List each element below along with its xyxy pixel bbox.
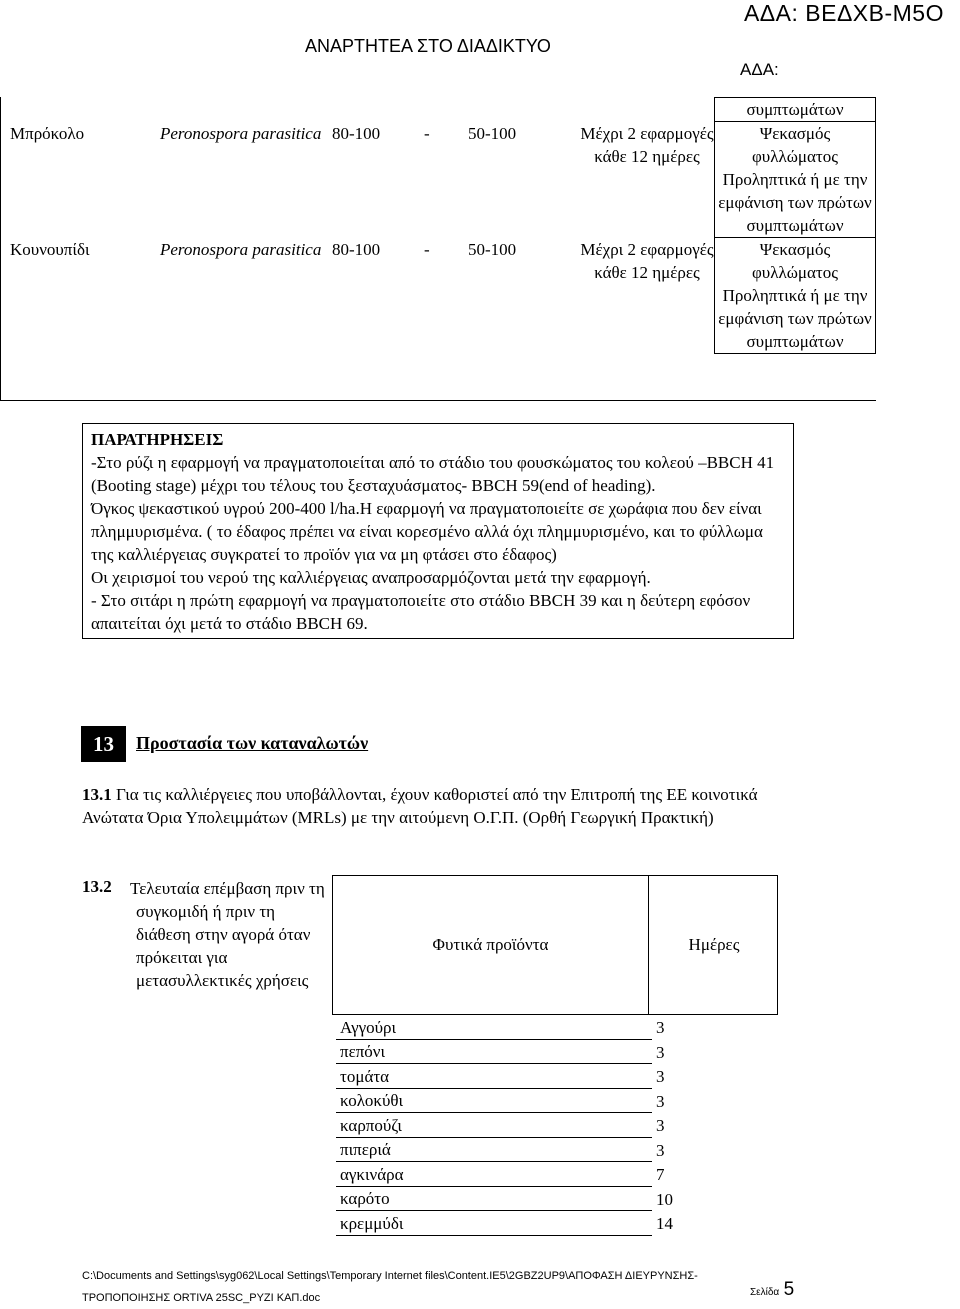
- dose-volume: 50-100: [468, 239, 517, 259]
- application-notes: Ψεκασμός φυλλώματος Προληπτικά ή με την εμφάνιση των πρώτων συμπτωμάτων: [715, 122, 876, 238]
- product-days: 3: [656, 1091, 665, 1111]
- product-name: καρότο: [336, 1186, 652, 1211]
- page-number-value: 5: [783, 1279, 795, 1300]
- paragraph-text-first: Τελευταία επέμβαση: [130, 879, 272, 898]
- ada-label: ΑΔΑ:: [740, 60, 779, 79]
- dose-dash: -: [424, 239, 430, 259]
- remarks-volume: Όγκος ψεκαστικού υγρού 200-400 l/ha.Η εφαρμογή να πραγματοποιείτε σε χωράφια που δεν είναι πλημμυρισμένα. ( το έδαφος πρέπει να είναι κορεσμένο αλλά όχι πλημμυρισμένο, και το φύλλωμα της καλλιέργειας συγκρατεί το προϊόν για να μη φτάσει στο έδαφος): [91, 499, 763, 564]
- dose-dash: -: [424, 123, 430, 143]
- dose-volume: 50-100: [468, 123, 517, 143]
- table-row: [336, 1162, 756, 1187]
- crop-table-top-row: [0, 98, 876, 122]
- product-days: 7: [656, 1165, 665, 1184]
- product-name: Αγγούρι: [336, 1015, 652, 1039]
- paragraph-13-2-number: 13.2: [82, 877, 112, 896]
- table-row: [336, 1088, 756, 1113]
- page-header-title: ΑΝΑΡΤΗΤΕΑ ΣΤΟ ΔΙΑΔΙΚΤΥΟ: [305, 36, 551, 56]
- dose-value: 80-100: [332, 123, 381, 143]
- table-row: [336, 1039, 756, 1064]
- paragraph-13-2-text: [130, 877, 326, 992]
- footer-path-line-2: ΤΡΟΠΟΠΟΙΗΣΗΣ ORTIVA 25SC_PYZI ΚΑΠ.doc: [82, 1292, 321, 1304]
- table-row: [336, 1015, 756, 1039]
- applications: Μέχρι 2 εφαρμογές κάθε 12 ημέρες: [580, 123, 714, 166]
- product-name: κολοκύθι: [336, 1088, 652, 1113]
- table-row: [336, 1137, 756, 1162]
- table-row: [336, 1211, 756, 1236]
- paragraph-text-rest: πριν τη συγκομιδή ή πριν τη διάθεση στην αγορά όταν πρόκειται για μετασυλλεκτικές χρήσεις: [136, 879, 325, 990]
- phi-table-rows: [336, 1015, 756, 1236]
- product-name: καρπούζι: [336, 1113, 652, 1138]
- product-days: 14: [656, 1214, 673, 1233]
- product-days: 3: [656, 1116, 665, 1135]
- paragraph-text: Για τις καλλιέργειες που υποβάλλονται, έχουν καθοριστεί από την Επιτροπή της ΕΕ κοινοτικά Ανώτατα Όρια Υπολειμμάτων (MRLs) με την αιτούμενη Ο.Γ.Π. (Ορθή Γεωργική Πρακτική): [82, 785, 758, 827]
- product-days: 3: [656, 1140, 665, 1160]
- remarks-title: ΠΑΡΑΤΗΡΗΣΕΙΣ: [91, 430, 224, 449]
- remarks-wheat: - Στο σιτάρι η πρώτη εφαρμογή να πραγματοποιείτε στο στάδιο BBCH 39 και η δεύτερη εφόσον απαιτείται όχι μετά το στάδιο BBCH 69.: [91, 591, 751, 633]
- product-days: 3: [656, 1042, 665, 1062]
- page-number: [750, 1279, 794, 1301]
- product-name: πιπεριά: [336, 1137, 652, 1162]
- crop-name: Μπρόκολο: [10, 123, 85, 143]
- phi-table-header: [332, 875, 778, 1015]
- pathogen-name: Peronospora parasitica: [160, 123, 322, 143]
- paragraph-number: 13.1: [82, 785, 112, 804]
- application-notes: Ψεκασμός φυλλώματος Προληπτικά ή με την εμφάνιση των πρώτων συμπτωμάτων: [715, 238, 876, 354]
- product-days: 3: [656, 1018, 665, 1037]
- remarks-box: [82, 423, 794, 639]
- product-name: κρεμμύδι: [336, 1211, 652, 1236]
- section-number-badge: [81, 726, 126, 762]
- footer-path-line-1: C:\Documents and Settings\syg062\Local Settings\Temporary Internet files\Content.IE5\2GBZ2UP9\ΑΠΟΦΑΣΗ ΔΙΕΥΡΥΝΣΗΣ-: [82, 1270, 698, 1282]
- table-row: [336, 1186, 756, 1211]
- crop-table: [0, 97, 876, 354]
- crop-table-top-note: συμπτωμάτων: [715, 98, 876, 122]
- dose-value: 80-100: [332, 239, 381, 259]
- remarks-water: Οι χειρισμοί του νερού της καλλιέργειας αναπροσαρμόζονται μετά την εφαρμογή.: [91, 568, 651, 587]
- footer-file-path: [82, 1265, 698, 1309]
- section-title: Προστασία των καταναλωτών: [136, 733, 369, 753]
- table-row: [336, 1064, 756, 1089]
- table-row: [336, 1113, 756, 1138]
- product-days: 10: [656, 1189, 673, 1209]
- crop-name: Κουνουπίδι: [10, 239, 90, 259]
- crop-row-cauliflower: [0, 238, 876, 354]
- ada-code: ΑΔΑ: ΒΕΔΧΒ-Μ5Ο: [743, 0, 944, 26]
- paragraph-13-1: [82, 783, 794, 829]
- crop-table-bottom-border: [0, 400, 876, 401]
- applications: Μέχρι 2 εφαρμογές κάθε 12 ημέρες: [580, 239, 714, 282]
- crop-row-broccoli: [0, 122, 876, 238]
- section-number: 13: [93, 731, 114, 756]
- page-label: Σελίδα: [750, 1287, 780, 1298]
- remarks-rice: -Στο ρύζι η εφαρμογή να πραγματοποιείται από το στάδιο του φουσκώματος του κολεού –BBCH 41 (Booting stage) μέχρι του τέλους του ξεσταχυάσματος- BBCH 59(end of heading).: [91, 453, 775, 495]
- pathogen-name: Peronospora parasitica: [160, 239, 322, 259]
- product-name: τομάτα: [336, 1064, 652, 1089]
- product-days: 3: [656, 1067, 665, 1086]
- product-name: αγκινάρα: [336, 1162, 652, 1187]
- phi-col-products: Φυτικά προϊόντα: [432, 935, 549, 954]
- phi-col-days: Ημέρες: [688, 935, 740, 954]
- product-name: πεπόνι: [336, 1039, 652, 1064]
